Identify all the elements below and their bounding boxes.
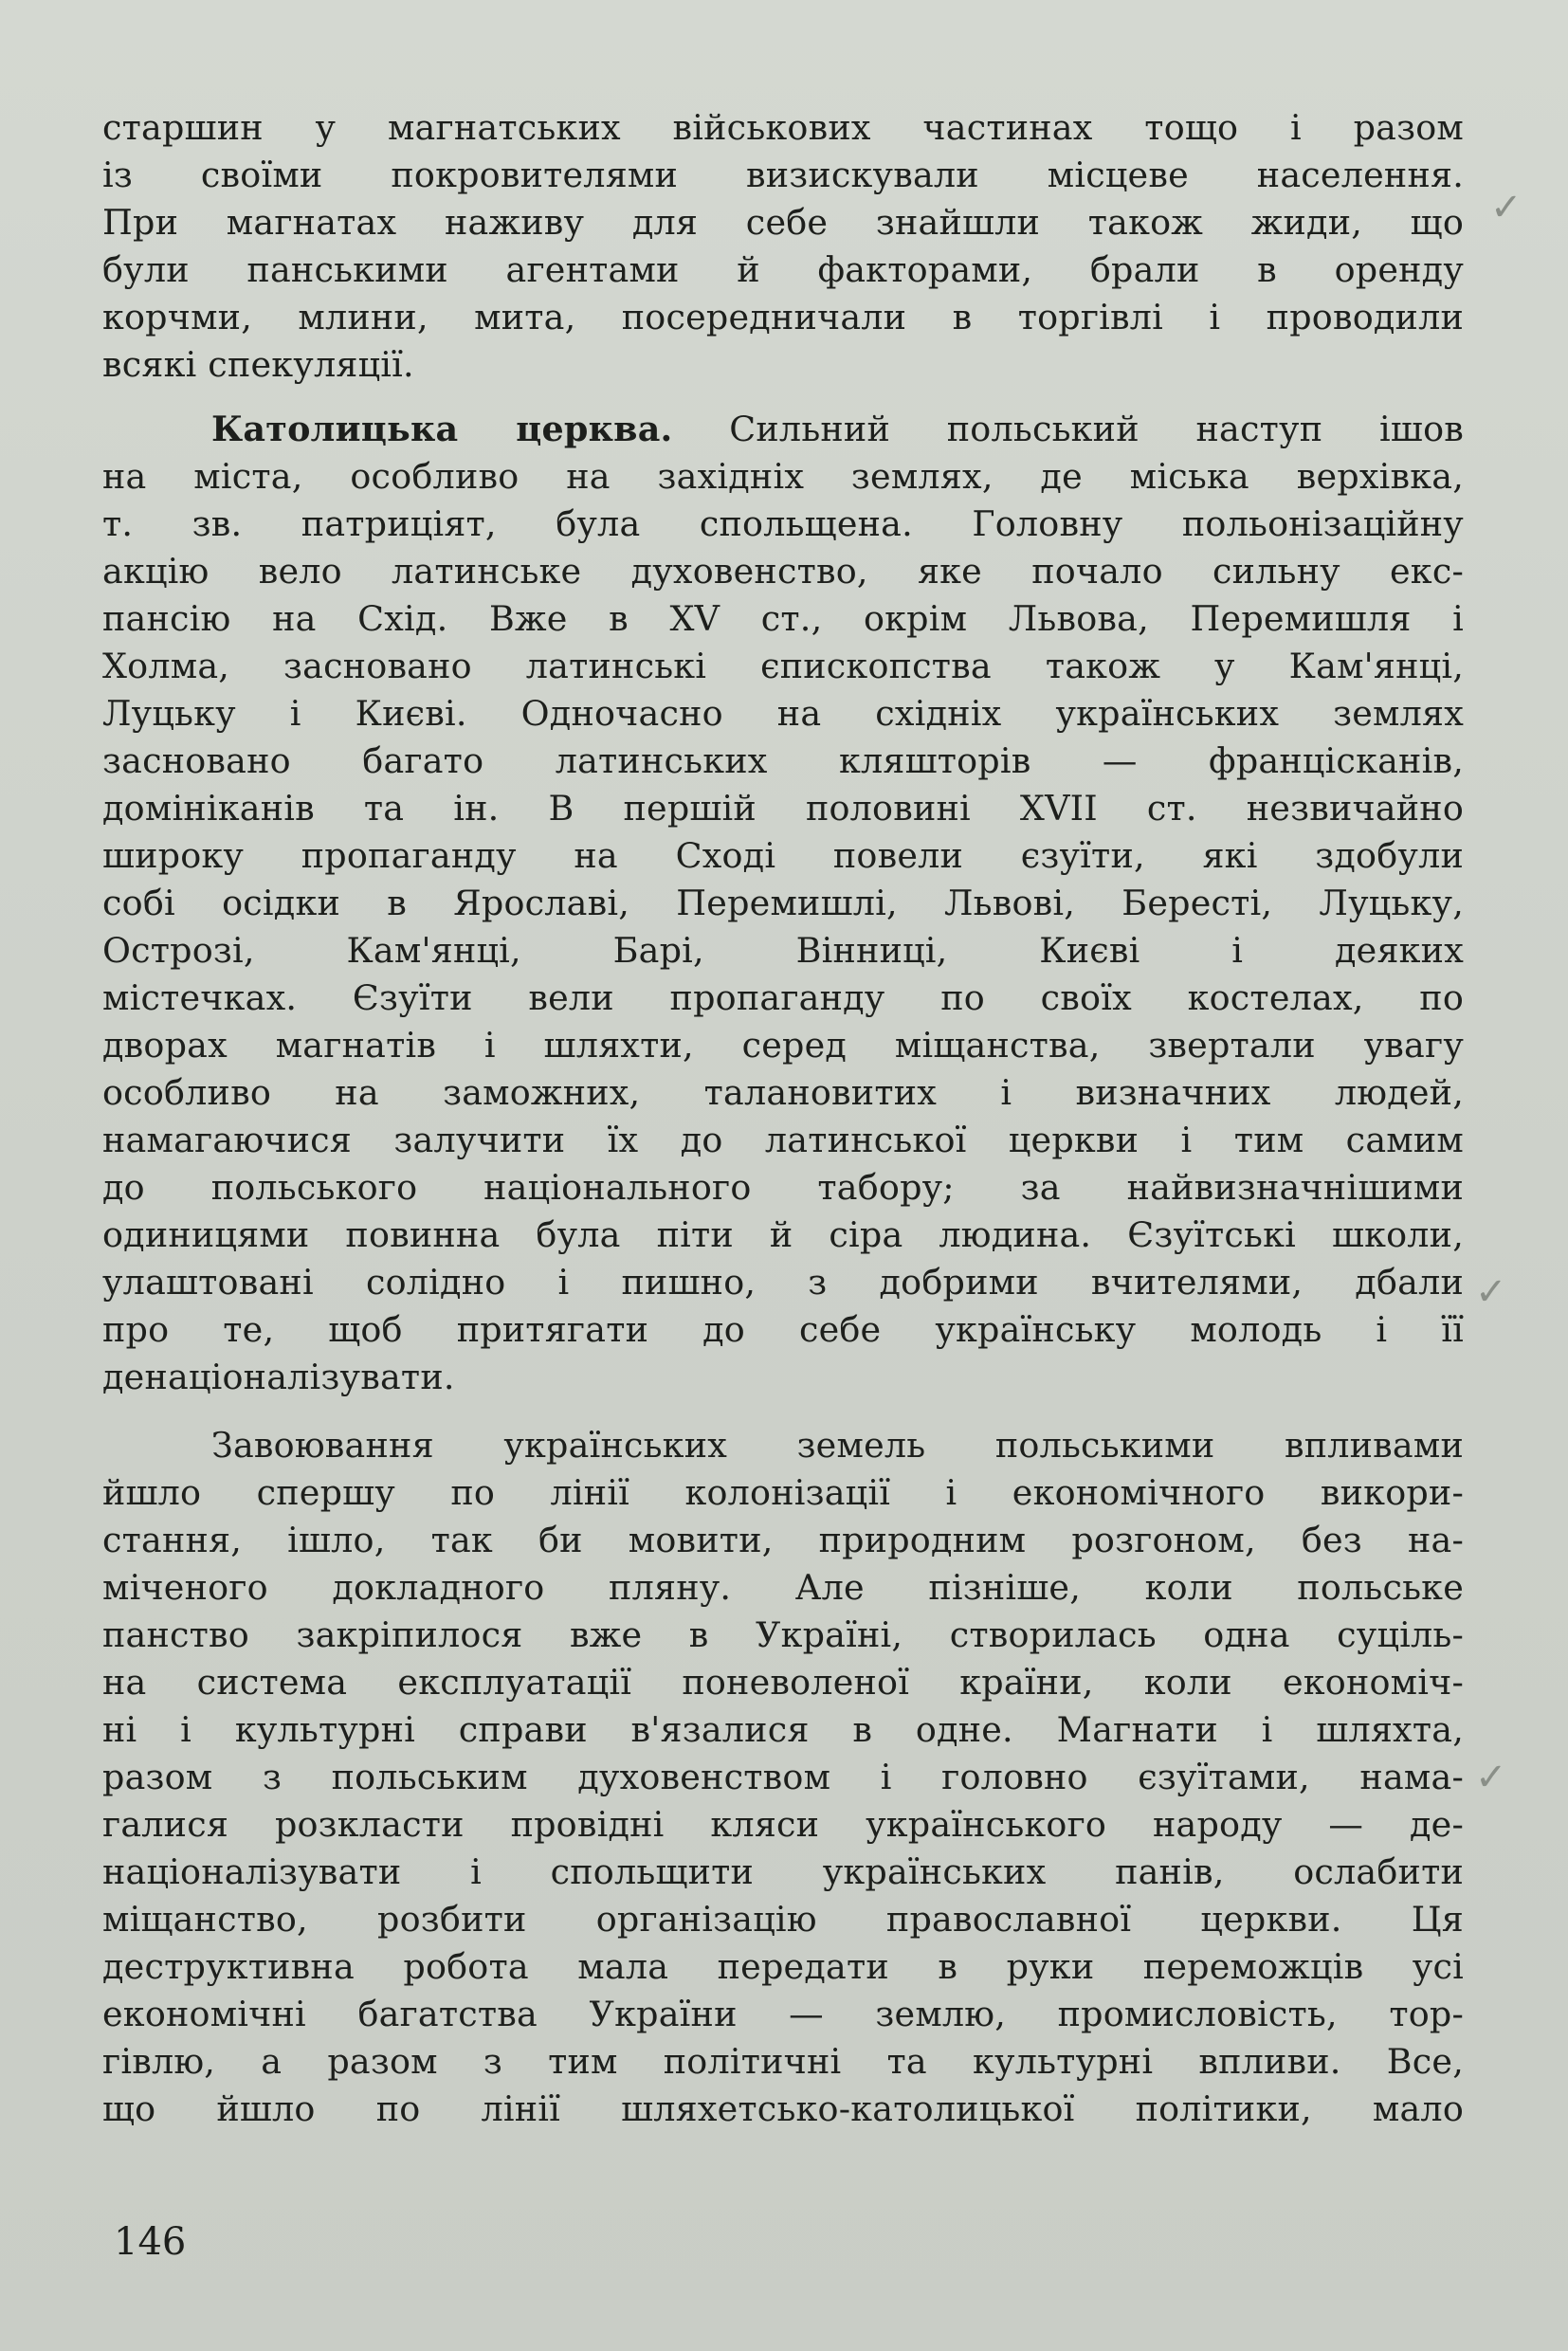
paragraph-2-line: широку пропаганду на Сході повели єзуїти, які здобули xyxy=(102,835,1464,876)
paragraph-1-line: старшин у магнатських військових частинах тощо і разом xyxy=(102,107,1464,148)
paragraph-1-line: корчми, млини, мита, посередничали в торгівлі і проводили xyxy=(102,297,1464,337)
paragraph-3-line: деструктивна робота мала передати в руки переможців усі xyxy=(102,1946,1464,1987)
paragraph-2-line: дворах магнатів і шляхти, серед міщанства, звертали увагу xyxy=(102,1025,1464,1066)
section-heading: Католицька церква. xyxy=(211,409,673,449)
heading-line-text: Сильний польський наступ ішов xyxy=(729,409,1464,449)
margin-check-mark: ✓ xyxy=(1490,186,1522,229)
paragraph-3 xyxy=(102,1422,1464,2133)
paragraph-2-line: Холма, засновано латинські єпископства також у Кам'янці, xyxy=(102,646,1464,686)
paragraph-3-line: на система експлуатації поневоленої країни, коли економіч- xyxy=(102,1662,1464,1703)
paragraph-2-line: Острозі, Кам'янці, Барі, Вінниці, Києві і деяких xyxy=(102,930,1464,971)
paragraph-3-line: міченого докладного пляну. Але пізніше, коли польське xyxy=(102,1567,1464,1608)
paragraph-2 xyxy=(102,406,1464,1401)
paragraph-3-line: що йшло по лінії шляхетсько-католицької політики, мало xyxy=(102,2088,1464,2129)
paragraph-2-line: про те, щоб притягати до себе українську молодь і її xyxy=(102,1309,1464,1350)
paragraph-1-line: При магнатах наживу для себе знайшли також жиди, що xyxy=(102,202,1464,243)
paragraph-2-first-line xyxy=(102,406,1464,453)
paragraph-3-line: ні і культурні справи в'язалися в одне. Магнати і шляхта, xyxy=(102,1709,1464,1750)
paragraph-2-line: домініканів та ін. В першій половині XVII ст. незвичайно xyxy=(102,788,1464,829)
paragraph-2-line: містечках. Єзуїти вели пропаганду по своїх костелах, по xyxy=(102,977,1464,1018)
paragraph-3-line: гівлю, а разом з тим політичні та культурні впливи. Все, xyxy=(102,2041,1464,2082)
paragraph-3-line: стання, ішло, так би мовити, природним розгоном, без на- xyxy=(102,1520,1464,1560)
margin-check-mark: ✓ xyxy=(1475,1756,1507,1799)
paragraph-2-line: денаціоналізувати. xyxy=(102,1357,455,1397)
paragraph-3-line: галися розкласти провідні кляси українського народу — де- xyxy=(102,1804,1464,1845)
paragraph-1 xyxy=(102,104,1464,389)
paragraph-2-line: на міста, особливо на західніх землях, де міська верхівка, xyxy=(102,456,1464,497)
paragraph-3-line: панство закріпилося вже в Україні, створилась одна суціль- xyxy=(102,1614,1464,1655)
paragraph-2-line: одиницями повинна була піти й сіра людина. Єзуїтські школи, xyxy=(102,1214,1464,1255)
paragraph-1-line: були панськими агентами й факторами, брали в оренду xyxy=(102,249,1464,290)
paragraph-3-line: націоналізувати і спольщити українських панів, ослабити xyxy=(102,1851,1464,1892)
paragraph-3-line: Завоювання українських земель польськими впливами xyxy=(211,1425,1464,1466)
paragraph-1-line: всякі спекуляції. xyxy=(102,344,414,385)
paragraph-2-line: собі осідки в Ярославі, Перемишлі, Львові, Бересті, Луцьку, xyxy=(102,883,1464,923)
paragraph-2-line: улаштовані солідно і пишно, з добрими вчителями, дбали xyxy=(102,1262,1464,1303)
paragraph-3-line: разом з польським духовенством і головно єзуїтами, нама- xyxy=(102,1757,1464,1797)
paragraph-2-line: засновано багато латинських кляшторів — францісканів, xyxy=(102,740,1464,781)
paragraph-2-line: особливо на заможних, талановитих і визначних людей, xyxy=(102,1072,1464,1113)
paragraph-2-line: до польського національного табору; за найвизначнішими xyxy=(102,1167,1464,1208)
paragraph-2-line: т. зв. патриціят, була спольщена. Головну польонізаційну xyxy=(102,503,1464,544)
paragraph-3-line: міщанство, розбити організацію православної церкви. Ця xyxy=(102,1899,1464,1940)
paragraph-2-line: акцію вело латинське духовенство, яке почало сильну екс- xyxy=(102,551,1464,592)
paragraph-1-line: із своїми покровителями визискували місцеве населення. xyxy=(102,155,1464,195)
paragraph-2-line: Луцьку і Києві. Одночасно на східніх українських землях xyxy=(102,693,1464,734)
paragraph-3-line: економічні багатства України — землю, промисловість, тор- xyxy=(102,1994,1464,2034)
margin-check-mark: ✓ xyxy=(1475,1270,1507,1314)
paragraph-2-line: намагаючися залучити їх до латинської церкви і тим самим xyxy=(102,1120,1464,1160)
paragraph-3-line: йшло спершу по лінії колонізації і економічного викори- xyxy=(102,1472,1464,1513)
paragraph-2-line: пансію на Схід. Вже в XV ст., окрім Львова, Перемишля і xyxy=(102,598,1464,639)
page-number: 146 xyxy=(114,2220,187,2264)
